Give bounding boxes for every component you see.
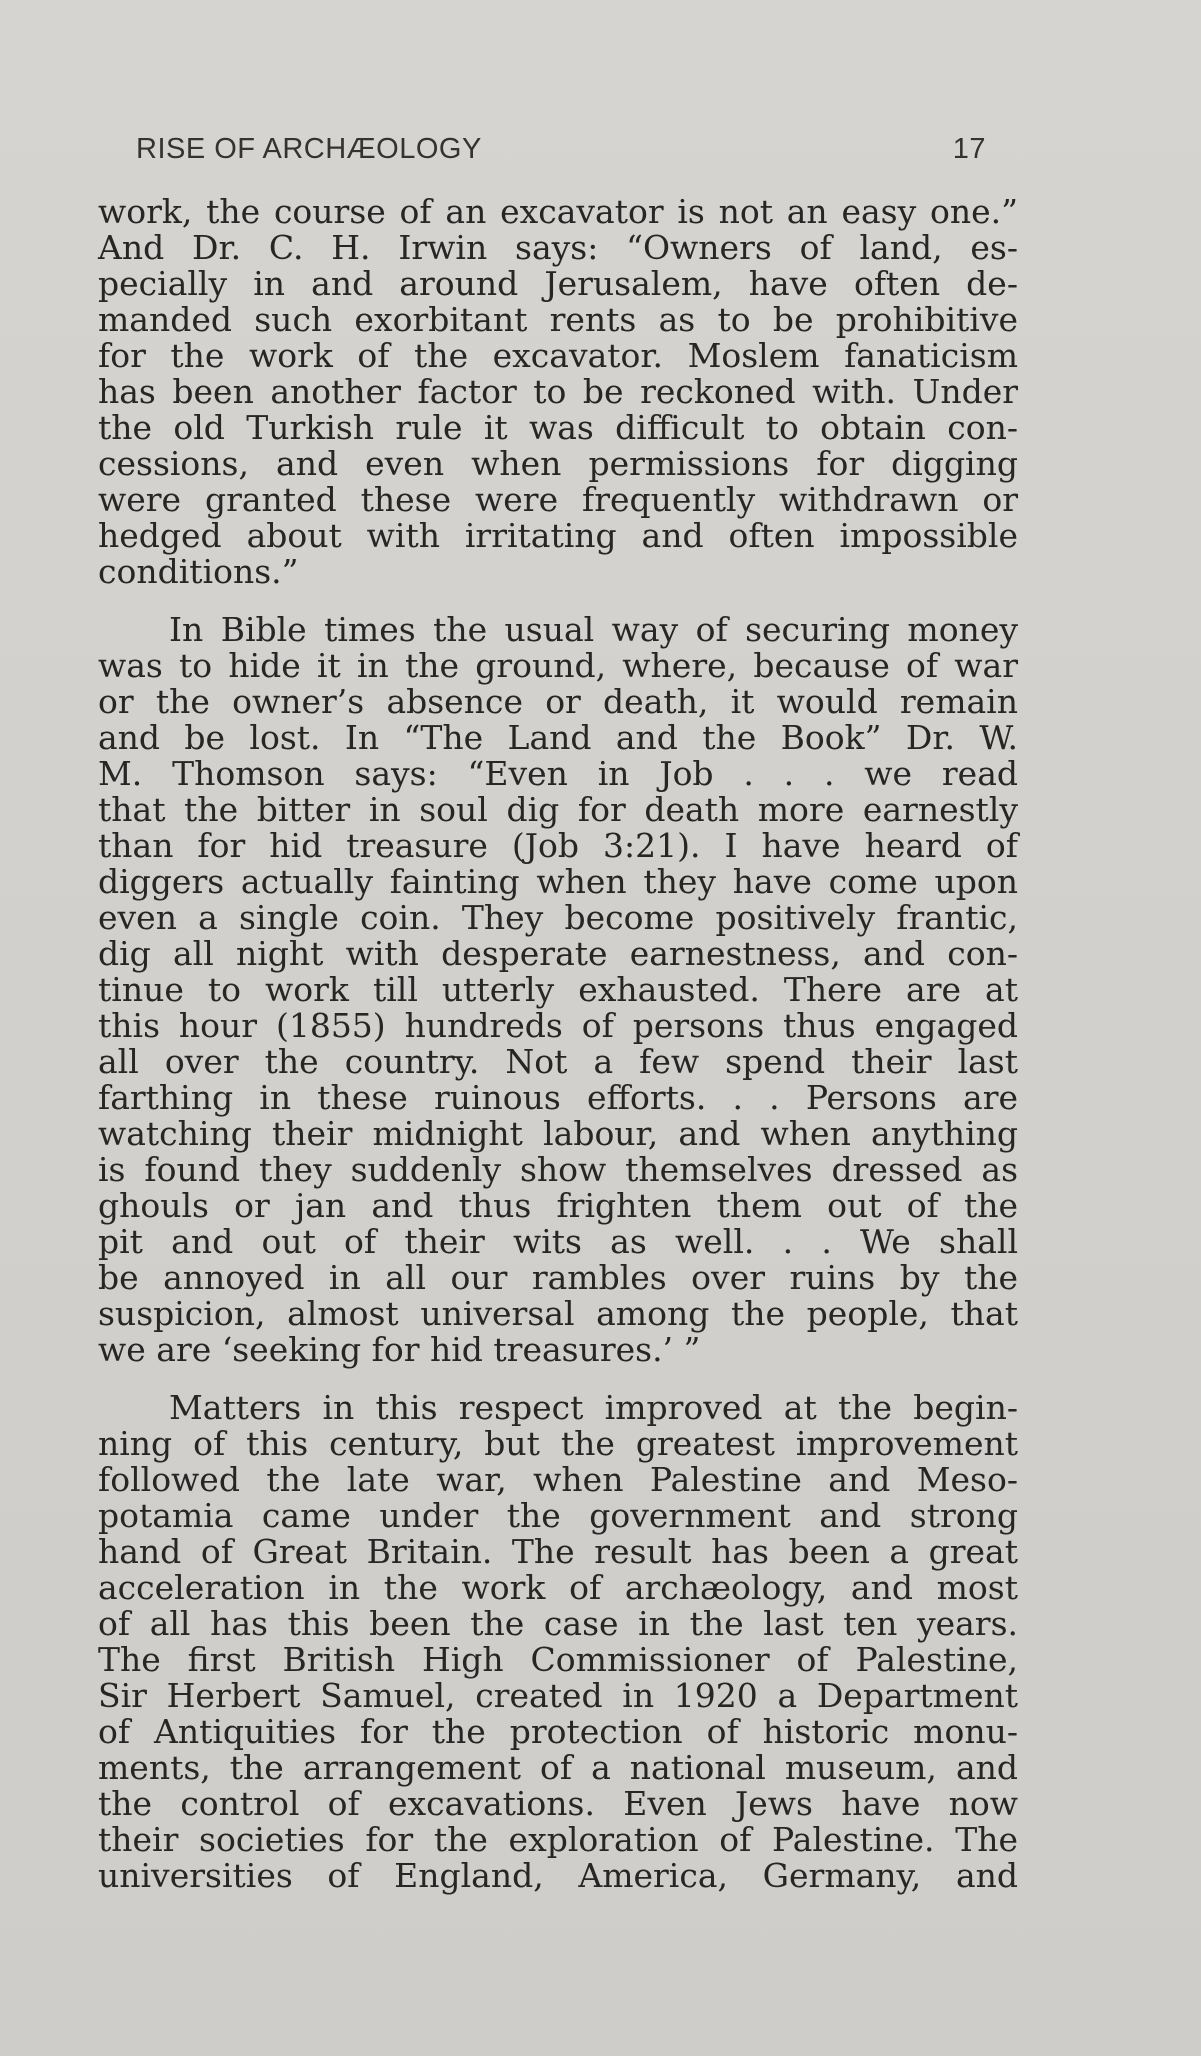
text-line: watching their midnight labour, and when anything [98,1114,1018,1153]
text-line: that the bitter in soul dig for death more earnestly [98,790,1018,829]
text-line: this hour (1855) hundreds of persons thus engaged [98,1006,1018,1045]
text-line: suspicion, almost universal among the people, that [98,1294,1018,1333]
text-line: hedged about with irritating and often impossible [98,516,1018,555]
text-line: ments, the arrangement of a national museum, and [98,1748,1018,1787]
text-line: ning of this century, but the greatest improvement [98,1424,1018,1463]
text-line: dig all night with desperate earnestness, and con- [98,934,1018,973]
text-line: than for hid treasure (Job 3:21). I have heard of [98,826,1018,865]
text-line: has been another factor to be reckoned with. Under [98,372,1018,411]
text-line: farthing in these ruinous efforts. . . Persons are [98,1078,1018,1117]
text-line: M. Thomson says: “Even in Job . . . we read [98,754,1018,793]
paragraph [98,1390,1018,1894]
text-line: of all has this been the case in the last ten years. [98,1604,1018,1643]
running-head [136,133,986,173]
text-line: the control of excavations. Even Jews have now [98,1784,1018,1823]
text-line: cessions, and even when permissions for digging [98,444,1018,483]
text-line: and be lost. In “The Land and the Book” Dr. W. [98,718,1018,757]
text-line: diggers actually fainting when they have come upon [98,862,1018,901]
text-line: ghouls or jan and thus frighten them out of the [98,1186,1018,1225]
text-line: acceleration in the work of archæology, and most [98,1568,1018,1607]
text-line: In Bible times the usual way of securing money [169,610,1018,649]
text-line: even a single coin. They become positively frantic, [98,898,1018,937]
text-line: their societies for the exploration of Palestine. The [98,1820,1018,1859]
text-line: we are ‘seeking for hid treasures.’ ” [98,1330,701,1369]
text-line: conditions.” [98,552,299,591]
text-line: all over the country. Not a few spend their last [98,1042,1018,1081]
paragraph [98,612,1018,1368]
paragraph-gap [98,1368,1018,1390]
page-number: 17 [952,133,986,165]
text-line: was to hide it in the ground, where, because of war [98,646,1018,685]
text-line: be annoyed in all our rambles over ruins by the [98,1258,1018,1297]
text-line: followed the late war, when Palestine and Meso- [98,1460,1018,1499]
text-line: And Dr. C. H. Irwin says: “Owners of land, es- [98,228,1018,267]
text-line: potamia came under the government and strong [98,1496,1018,1535]
running-title: RISE OF ARCHÆOLOGY [136,133,482,165]
text-line: Matters in this respect improved at the begin- [169,1388,1018,1427]
text-line: hand of Great Britain. The result has been a great [98,1532,1018,1571]
body-text [98,194,1018,1894]
text-line: were granted these were frequently withdrawn or [98,480,1018,519]
text-line: for the work of the excavator. Moslem fanaticism [98,336,1018,375]
text-line: the old Turkish rule it was difficult to obtain con- [98,408,1018,447]
text-line: Sir Herbert Samuel, created in 1920 a Department [98,1676,1018,1715]
text-line: manded such exorbitant rents as to be prohibitive [98,300,1018,339]
text-line: pit and out of their wits as well. . . We shall [98,1222,1018,1261]
text-line: pecially in and around Jerusalem, have often de- [98,264,1018,303]
paragraph [98,194,1018,590]
paragraph-gap [98,590,1018,612]
text-line: is found they suddenly show themselves dressed as [98,1150,1018,1189]
text-line: of Antiquities for the protection of historic monu- [98,1712,1018,1751]
text-line: work, the course of an excavator is not an easy one.” [98,192,1018,231]
text-line: universities of England, America, Germany, and [98,1856,1018,1895]
text-line: tinue to work till utterly exhausted. There are at [98,970,1018,1009]
text-line: or the owner’s absence or death, it would remain [98,682,1018,721]
text-line: The first British High Commissioner of Palestine, [98,1640,1018,1679]
